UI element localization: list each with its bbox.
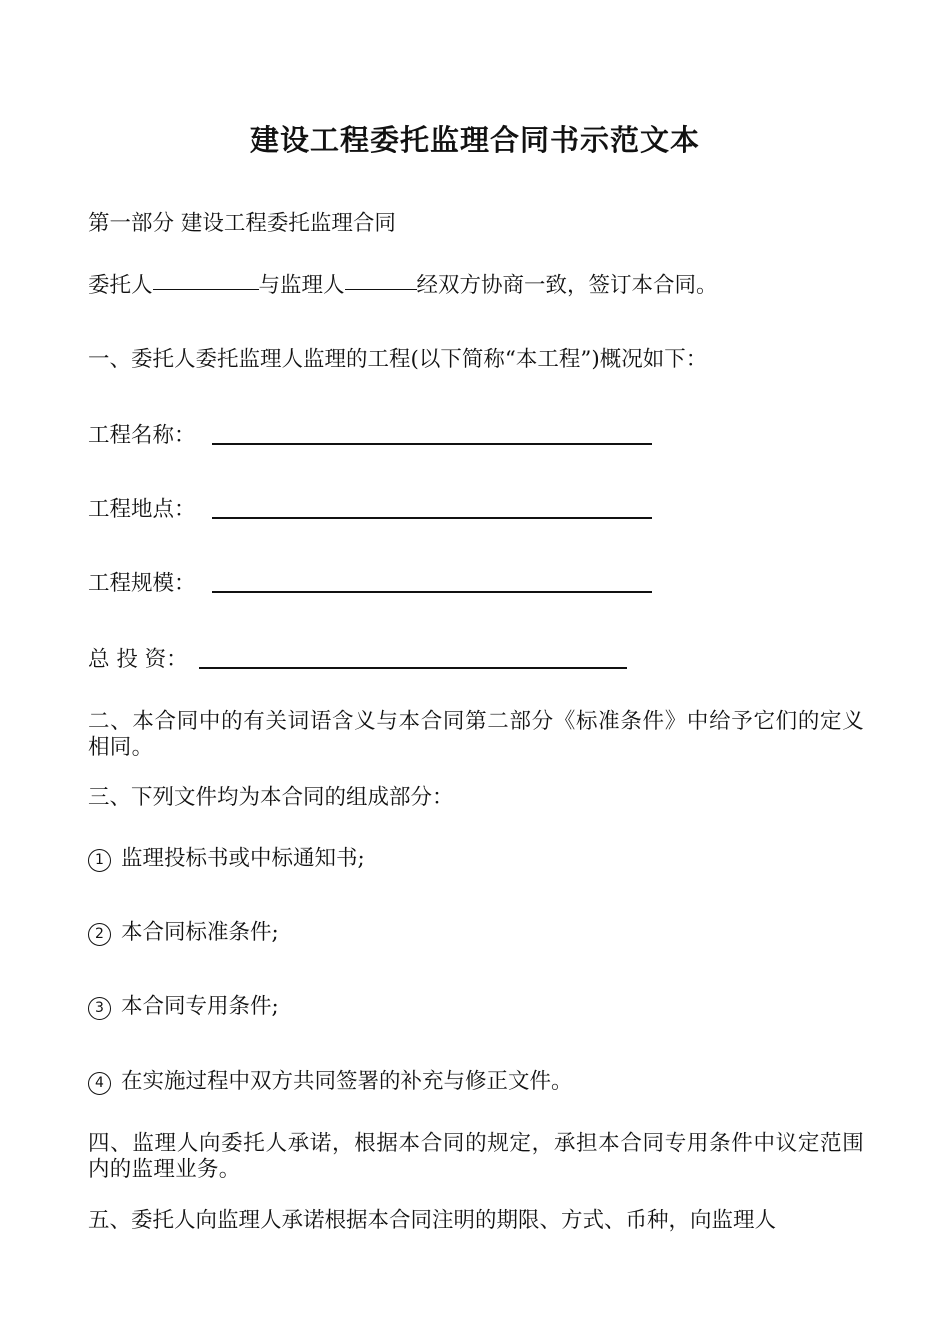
document-item-2 xyxy=(88,920,279,947)
clause-5: 五、委托人向监理人承诺根据本合同注明的期限、方式、币种，向监理人 xyxy=(88,1208,777,1233)
circled-number-4: 4 xyxy=(88,1072,111,1095)
field-location-blank xyxy=(212,517,652,519)
client-blank xyxy=(153,288,259,290)
document-item-text: 本合同专用条件; xyxy=(121,994,279,1019)
field-scale-blank xyxy=(212,591,652,593)
field-name-label: 工程名称： xyxy=(88,423,196,448)
clause-3: 三、下列文件均为本合同的组成部分： xyxy=(88,785,454,810)
field-investment-blank xyxy=(199,667,627,669)
part-heading: 第一部分 建设工程委托监理合同 xyxy=(88,211,396,236)
field-scale-label: 工程规模： xyxy=(88,571,196,596)
document-item-text: 在实施过程中双方共同签署的补充与修正文件。 xyxy=(121,1069,573,1094)
intro-line xyxy=(88,273,718,299)
document-item-3 xyxy=(88,994,279,1021)
intro-prefix: 委托人 xyxy=(88,273,153,298)
document-title: 建设工程委托监理合同书示范文本 xyxy=(249,123,700,157)
clause-1: 一、委托人委托监理人监理的工程(以下简称“本工程”)概况如下： xyxy=(88,347,708,372)
intro-suffix: 经双方协商一致，签订本合同。 xyxy=(416,273,718,298)
clause-2: 二、本合同中的有关词语含义与本合同第二部分《标准条件》中给予它们的定义相同。 xyxy=(88,709,864,760)
document-item-text: 本合同标准条件; xyxy=(121,920,279,945)
field-name-blank xyxy=(212,443,652,445)
circled-number-2: 2 xyxy=(88,923,111,946)
supervisor-blank xyxy=(345,288,417,290)
field-investment-label: 总 投 资： xyxy=(88,647,188,672)
field-location-label: 工程地点： xyxy=(88,497,196,522)
document-item-1 xyxy=(88,846,365,873)
circled-number-3: 3 xyxy=(88,997,111,1020)
clause-4: 四、监理人向委托人承诺，根据本合同的规定，承担本合同专用条件中议定范围内的监理业务。 xyxy=(88,1131,864,1182)
intro-middle: 与监理人 xyxy=(258,273,345,298)
circled-number-1: 1 xyxy=(88,849,111,872)
document-item-text: 监理投标书或中标通知书; xyxy=(121,846,365,871)
document-item-4 xyxy=(88,1069,573,1096)
